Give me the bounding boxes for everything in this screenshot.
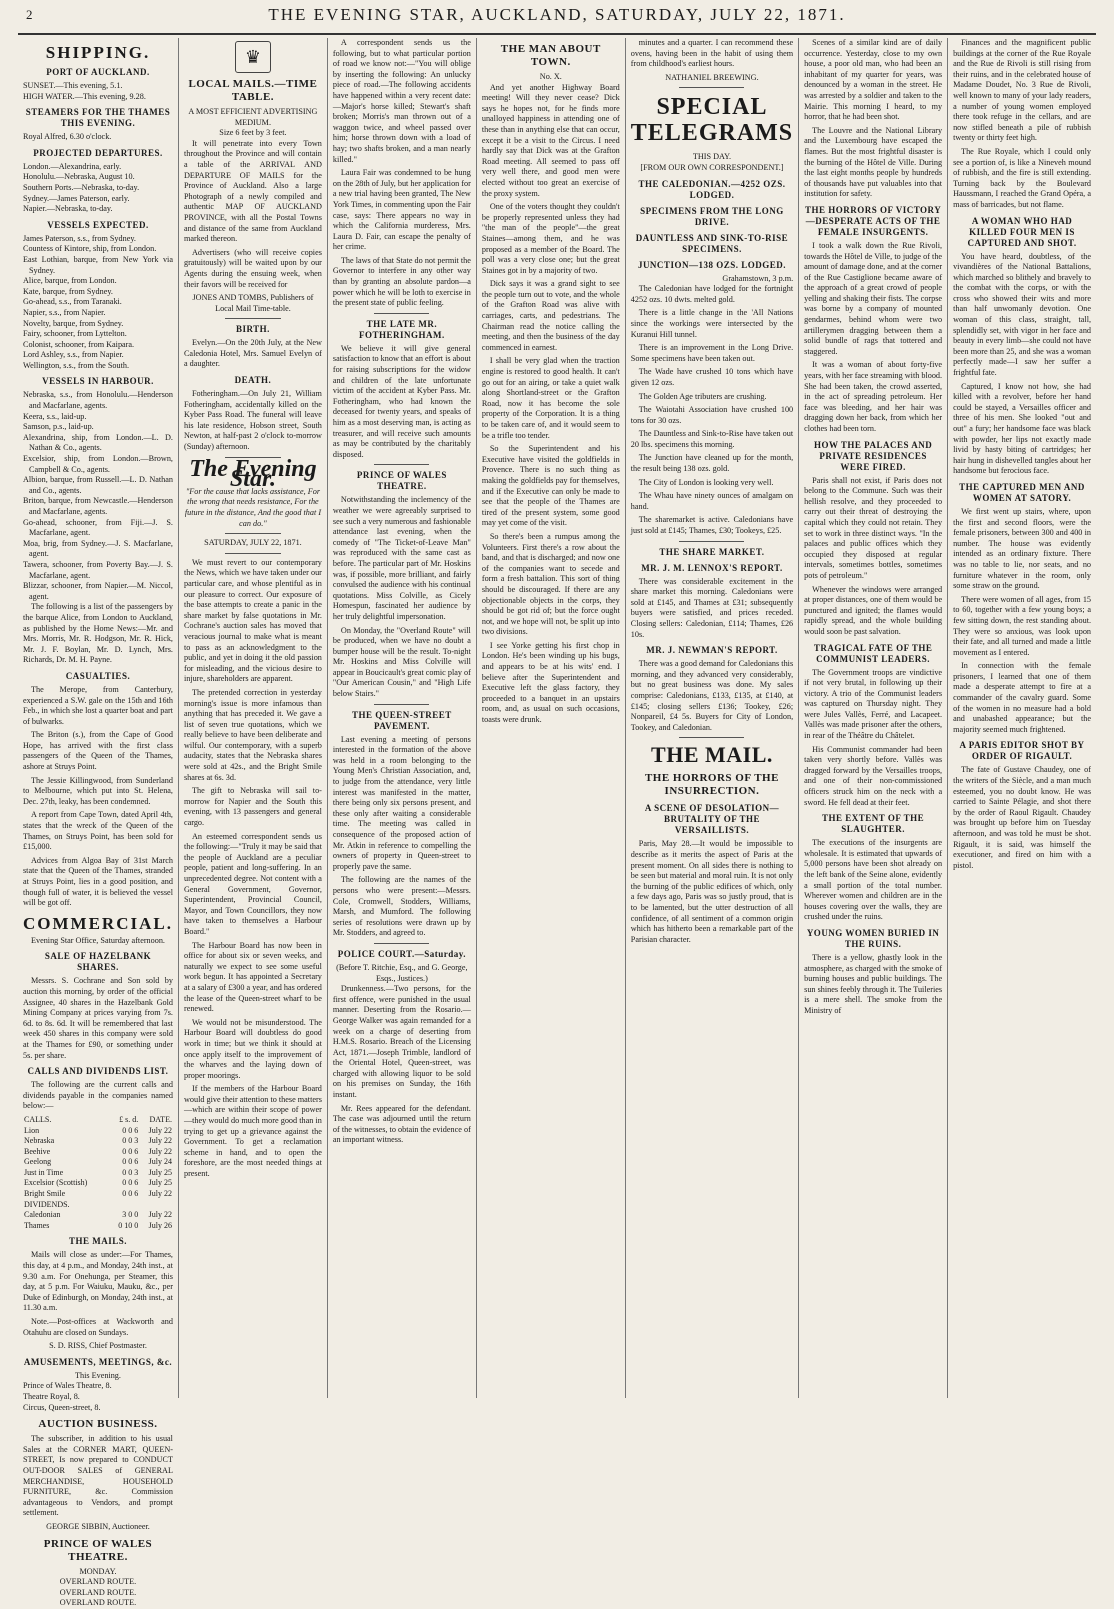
article-paragraph: The fate of Gustave Chaudey, one of the writers of the Siècle, and a man much esteemed, you no doubt know. He was carried to Sainte Pélagie, and shot there by the order of Raoul Rigault. Chaudey was brought up before him on Tuesday afternoon, and was told he must be shot. Rigault, it is said, was himself the executioner, and fired on him with a pistol. bbox=[953, 765, 1092, 870]
article-paragraph: On Monday, the "Overland Route" will be produced, when we have no doubt a bumper house will be the result. To-night Mr. Hoskins and Miss Colville will appear in Boucicault's great comic play of "Our American Cousin," and "High Life below Stairs." bbox=[332, 625, 471, 699]
projected-list bbox=[23, 162, 173, 215]
telegram-paragraph: There is a little change in the 'All Nations since the workings were intersected by the Kuranui Hill tunnel. bbox=[630, 308, 794, 339]
table-cell: July 22 bbox=[148, 1146, 172, 1156]
newspaper-nameplate: The Evening Star. bbox=[189, 455, 317, 493]
projected-heading: PROJECTED DEPARTURES. bbox=[33, 147, 163, 158]
article-paragraph: In connection with the female prisoners, I learned that one of them made a desperate attempt to fire at a commander of the cavalry guard. Some of the women in no measure had a bold and unabashed appearance; but the majority seemed much frightened. bbox=[953, 661, 1092, 734]
expected-list bbox=[23, 234, 173, 372]
article-paragraph: Paris shall not exist, if Paris does not belong to the Commune. Such was their hellish resolve, and they proceeded to carry out their threat of destroying the capital which they could not retain. They set to work in three distinct ways. "In the palaces and public offices which they occupied they disposed at regular intervals, sometimes bottles, sometimes pots of petroleum." bbox=[804, 475, 943, 580]
editorial-paragraph: An esteemed correspondent sends us the following:—"Truly it may be said that the people of Auckland are a peculiar people, patient and long-suffering. In an unprecedented degree. Not content with a General Government, Governor, Superintendent, Provincial Council, Mayor, and Town Councillors, they now have taken to themselves a Harbour Board." bbox=[183, 831, 322, 936]
list-item: Prince of Wales Theatre, 8. bbox=[23, 1381, 112, 1391]
shipping-heading: SHIPPING. bbox=[45, 43, 151, 62]
article-paragraph: The laws of that State do not permit the Governor to interfere in any other way than by granting an absolute pardon—a power which he will be loth to exercise in the present state of public feeling. bbox=[332, 255, 471, 308]
table-row bbox=[23, 1168, 173, 1179]
captured-heading: THE CAPTURED MEN AND WOMEN AT SATORY. bbox=[959, 481, 1085, 503]
dateline: Grahamstown, 3 p.m. bbox=[722, 273, 794, 283]
article-paragraph: The following are the names of the persons who were present:—Messrs. Cole, Cromwell, Stodders, Williams, Marsh, and Mumford. The following series of resolutions were drawn up by Mr. Stodders, and agreed to. bbox=[332, 875, 471, 938]
table-cell: 0 0 6 bbox=[122, 1125, 139, 1135]
late-mr-heading: THE LATE MR. FOTHERINGHAM. bbox=[358, 318, 445, 340]
dividends-heading: DIVIDENDS. bbox=[24, 1199, 70, 1209]
telegram-paragraph: There is an improvement in the Long Drive. Some specimens have been taken out. bbox=[630, 343, 794, 363]
article-paragraph: We first went up stairs, where, upon the first and second floors, were the female prisoners, between 300 and 400 in number. The house was evidently intended as an ordinary fixture. There was no table to lie, nor seats, and no furniture whatever in the room, only some straw on the ground. bbox=[953, 506, 1092, 591]
list-item: Napier.—Nebraska, to-day. bbox=[23, 204, 113, 214]
table-cell: July 25 bbox=[148, 1167, 172, 1177]
table-cell: Caledonian bbox=[24, 1210, 61, 1220]
column-2 bbox=[179, 38, 328, 1398]
table-header-row bbox=[23, 1200, 173, 1211]
list-item: Briton, barque, from Newcastle.—Henderson and Macfarlane, agents. bbox=[23, 496, 173, 516]
man-about-town-heading: THE MAN ABOUT TOWN. bbox=[500, 43, 601, 68]
death-heading: DEATH. bbox=[234, 375, 272, 386]
horrors-heading: THE HORRORS OF THE INSURRECTION. bbox=[644, 772, 779, 798]
table-header-row bbox=[23, 1115, 173, 1126]
auction-signature: GEORGE SIBBIN, Auctioneer. bbox=[46, 1521, 150, 1531]
list-item: Theatre Royal, 8. bbox=[23, 1391, 80, 1401]
table-cell: 0 0 6 bbox=[122, 1189, 139, 1199]
sunset-line: SUNSET.—This evening, 5.1. bbox=[23, 81, 123, 90]
casualty-paragraph: Advices from Algoa Bay of 31st March state that the Queen of the Thames, stranded at Struys Point, lies in a good position, and though full of water, it is believed the vessel will be got off. bbox=[23, 855, 173, 908]
birth-heading: BIRTH. bbox=[235, 324, 270, 335]
list-item: Moa, brig, from Sydney.—J. S. Macfarlane, agent. bbox=[23, 538, 173, 559]
editorial-paragraph: We would not be misunderstood. The Harbour Board will doubtless do good work in time; but we think it should at once apply itself to the improvement of the wharves and the laying down of proper moorings. bbox=[183, 1017, 322, 1080]
article-paragraph: The executions of the insurgents are wholesale. It is estimated that upwards of 5,000 persons have been shot already on the left bank of the Seine alone, evidently a small portion of the total number. Wherever women and children are in the houses covering over the walls, they are crushed under the ruins. bbox=[804, 838, 943, 922]
list-item: Nebraska, s.s., from Honolulu.—Henderson and Macfarlane, agents. bbox=[23, 390, 173, 411]
article-paragraph: The Rue Royale, which I could only see a portion of, is like a Nineveh mound of rubbish, and the fire is still extending. Turning back by the Boulevard Haussmann, I reached the Grand Opéra, a mass of barricades, but not flame. bbox=[953, 146, 1092, 209]
telegram-paragraph: The Whau have ninety ounces of amalgam on hand. bbox=[630, 491, 794, 511]
table-cell: July 22 bbox=[148, 1125, 172, 1135]
table-row bbox=[23, 1189, 173, 1200]
telegram-headline: JUNCTION—138 OZS. LODGED. bbox=[637, 259, 786, 270]
list-item: Tawera, schooner, from Poverty Bay.—J. S. Macfarlane, agent. bbox=[23, 559, 173, 580]
list-item: Sydney.—James Paterson, early. bbox=[23, 193, 130, 203]
telegram-headline: DAUNTLESS AND SINK-TO-RISE SPECIMENS. bbox=[635, 232, 789, 254]
list-item: Fairy, schooner, from Lyttelton. bbox=[23, 329, 127, 339]
local-mails-text: It will penetrate into every Town throughout the Province and will contain a table of the ARRIVAL AND DEPARTURE OF MAILS for the Province of Auckland. Also a large Photograph of a newly compiled and authentic MAP OF AUCKLAND PROVINCE, with all the Postal Towns and distance of the same from Auckland marked thereon. bbox=[183, 138, 322, 244]
table-cell: 0 0 6 bbox=[122, 1146, 139, 1156]
telegram-paragraph: The Dauntless and Sink-to-Rise have taken out 20 lbs. specimens this morning. bbox=[630, 429, 794, 449]
list-item: Blizzar, schooner, from Napier.—M. Niccol, agent. bbox=[23, 581, 173, 601]
article-paragraph: Drunkenness.—Two persons, for the first offence, were punished in the usual manner. Deserting from the Rosario.—George Walker was again remanded for a week on a charge of deserting from H.M.S. Rosario. Breach of the Licensing Act, 1871.—Joseph Trimble, landlord of the Oriental Hotel, Queen-street, was charged with allowing liquor to be sold on his premises on Sunday, the 16th instant. bbox=[332, 984, 471, 1100]
list-item: Countess of Kintore, ship, from London. bbox=[23, 244, 157, 254]
list-item: Alice, barque, from London. bbox=[23, 276, 117, 286]
high-water-line: HIGH WATER.—This evening, 9.28. bbox=[23, 91, 146, 101]
local-mails-signature: JONES AND TOMBS, Publishers of Local Mail Time-table. bbox=[192, 293, 314, 313]
letter-signature: NATHANIEL BREEWING. bbox=[665, 72, 759, 82]
royal-crest-icon: ♛ bbox=[235, 41, 271, 73]
article-paragraph: Notwithstanding the inclemency of the weather we were agreeably surprised to see such a very numerous and fashionable attendance last evening, when the comedy of "The Ticket-of-Leave Man" was reproduced with the same cast as before. The particular part of Mr. Hoskins was, if possible, more brilliant, and fairly convulsed the audience with his continual quotations. Miss Colville, as Cicely Homespun, fascinated her audience by her truly delightful impersonation. bbox=[332, 495, 471, 621]
theatre-ad-heading: PRINCE OF WALES THEATRE. bbox=[43, 1537, 153, 1563]
mails-heading: THE MAILS. bbox=[68, 1236, 127, 1247]
article-paragraph: His Communist commander had been taken very shortly before. Vallès was dragged forward by the Versailles troops, and one of their non-commissioned officers struck him on the neck with a sword. He fell dead at their feet. bbox=[804, 744, 943, 807]
table-header-cell: £ s. d. bbox=[119, 1114, 139, 1124]
article-paragraph: One of the voters thought they couldn't be properly represented unless they had "the man of the people"—the great Staines—among them, and he was proposed as a member of the Board. The poll was a very close one; but the great Staines got in by a majority of two. bbox=[481, 202, 620, 275]
telegram-paragraph: The Junction have cleaned up for the month, the result being 138 ozs. gold. bbox=[630, 453, 794, 474]
list-item: Lord Ashley, s.s., from Napier. bbox=[23, 350, 124, 360]
article-paragraph: Finances and the magnificent public buildings at the corner of the Rue Royale and the Rue de Rivoli is still rising from their ruins, and in the celebrated house of Madame Doudet, No. 3 Rue de Rivoli, well known to many of your lady readers, a number of young women employed there took refuge in the cellars, and are now stifled beneath a pile of rubbish twenty or thirty feet high. bbox=[953, 38, 1092, 143]
birth-text: Evelyn.—On the 20th July, at the New Caledonia Hotel, Mrs. Samuel Evelyn of a daughter. bbox=[183, 338, 322, 369]
list-item: East Lothian, barque, from New York via Sydney. bbox=[23, 254, 173, 275]
list-item: London.—Alexandrina, early. bbox=[23, 161, 122, 171]
table-row bbox=[23, 1147, 173, 1158]
mails-text: Mails will close as under:—For Thames, this day, at 4 p.m., and Monday, 24th inst., at 9.30 a.m. For Onehunga, per Steamer, this day, at 5 p.m. For Waiuku, Mauku, &c., per Duke of Edinburgh, on Monday, 24th inst., at 11.30 a.m. bbox=[23, 1250, 173, 1313]
list-item: Albion, barque, from Russell.—L. D. Nathan and Co., agents. bbox=[23, 475, 173, 495]
page-number: 2 bbox=[26, 7, 33, 22]
mails-note: Note.—Post-offices at Wackworth and Otahuhu are closed on Sundays. bbox=[23, 1317, 173, 1337]
table-cell: July 26 bbox=[148, 1220, 172, 1230]
telegram-paragraph: The Waiotahi Association have crushed 100 tons for 30 ozs. bbox=[630, 405, 794, 425]
mails-signature: S. D. RISS, Chief Postmaster. bbox=[49, 1341, 147, 1351]
theatre-ad-line: OVERLAND ROUTE. bbox=[59, 1598, 137, 1608]
amusements-subheading: This Evening. bbox=[75, 1370, 121, 1380]
article-paragraph: Last evening a meeting of persons interested in the formation of the above was held in a room belonging to the Young Men's Christian Association, and, to judge from the attendance, very little interest was manifested in the matter, there being only six persons present, and these only after waiting a considerable time. The meeting was called in consequence of the proposed action of Mr. Atkin in reference to compelling the owners of property in Queen-street to properly pave the same. bbox=[332, 734, 471, 871]
theatre-ad-line: OVERLAND ROUTE. bbox=[59, 1577, 137, 1587]
article-paragraph: The Government troops are vindictive if not very brutal, in following up their victory. A trio of the Communist leaders was captured on Thursday night. They were Jules Vallès, Ferré, and Lacapeet. Vallès was made prisoner after the others, in rear of the Théâtre du Châtelet. bbox=[804, 667, 943, 741]
list-item: Southern Ports.—Nebraska, to-day. bbox=[23, 182, 140, 192]
article-paragraph: So the Superintendent and his Executive have visited the goldfields in Provence. There is no such thing as making the goldfields pay for themselves, and if the Executive can only be made to see that the people of the Thames are tired of the present system, some good may yet come of the visit. bbox=[481, 444, 620, 528]
calls-heading: CALLS AND DIVIDENDS LIST. bbox=[27, 1066, 169, 1077]
table-cell: Lion bbox=[24, 1125, 40, 1135]
report-heading: MR. J. M. LENNOX'S REPORT. bbox=[641, 562, 783, 573]
hazelbank-text: Messrs. S. Cochrane and Son sold by auction this morning, by order of the official Assignee, 40 shares in the Hazelbank Gold Mining Company at prices varying from 7s. 6d. to 8s. 6d. It will be remembered that last week 450 shares in this company were sold at the Thames for £90, or something under 5s. per share. bbox=[23, 976, 173, 1060]
motto: "For the cause that lacks assistance, For the wrong that needs resistance, For the future in the distance, And the good that I can do." bbox=[184, 486, 322, 528]
table-cell: 0 0 3 bbox=[122, 1136, 139, 1146]
list-item: James Paterson, s.s., from Sydney. bbox=[23, 233, 136, 243]
divider bbox=[225, 533, 280, 534]
list-item: Go-ahead, schooner, from Fiji.—J. S. Macfarlane, agent. bbox=[23, 517, 173, 538]
correspondent-line: [FROM OUR OWN CORRESPONDENT.] bbox=[640, 162, 784, 172]
palaces-heading: HOW THE PALACES AND PRIVATE RESIDENCES WERE FIRED. bbox=[813, 439, 933, 472]
report-paragraph: There was a good demand for Caledonians this morning, and they advanced very considerably, but no great business was done. My sales comprise: Caledonians, £133, £135, at £140, at £145; closing sellers £136; Tookey, £26; Nonpareil, £4 5s. Buyers for City of London, Tookey, and Caledonian. bbox=[630, 659, 794, 732]
editorial-paragraph: We must revert to our contemporary the News, which we have taken under our particular care, and whose plentiful as in our pleasure to correct. Our exposure of the base attempts to create a panic in the share market by false quotations in Mr. Cochrane's auction sales has moved that veracious journal to make what is meant to pass as an acknowledgment to the public, and yet in doing it the old passion for misleading, and the vicious desire to injure, shareholders are apparent. bbox=[183, 557, 322, 684]
article-paragraph: You have heard, doubtless, of the vivandières of the National Battalions, which marched so blithely and bravely to the combat with the corps, or with the cross who showed their wits and more than half unwomanly devotion. One woman of this class, straight, tall, splendidly set, with vigor in her face and beauty in every limb—she could not have been more than 25, and she was a woman perfectly made—I saw her suffer a frightful fate. bbox=[953, 251, 1092, 378]
table-cell: Excelsior (Scottish) bbox=[24, 1178, 88, 1188]
editorial-paragraph: If the members of the Harbour Board would give their attention to these matters—which are within their scope of power—they would do much more good than in trying to get up a grievance against the Government. To get a reclamation scheme in hand, and to open the foreshore, are the most needed things at present. bbox=[183, 1084, 322, 1179]
editor-shot-heading: A PARIS EDITOR SHOT BY ORDER OF RIGAULT. bbox=[959, 740, 1085, 762]
table-header-cell: DATE. bbox=[149, 1114, 172, 1124]
telegram-paragraph: The sharemarket is active. Caledonians have just sold at £145; Thames, £30; Tookeys, £25. bbox=[630, 515, 794, 536]
special-telegrams-heading: SPECIAL TELEGRAMS bbox=[630, 94, 794, 147]
table-row bbox=[23, 1221, 173, 1232]
article-paragraph: Whenever the windows were arranged at proper distances, one of them would be punctured and ignited; the flames would rapidly spread, and the whole building would soon be past salvation. bbox=[804, 584, 943, 636]
column-6 bbox=[799, 38, 948, 1398]
list-item: Honolulu.—Nebraska, August 10. bbox=[23, 172, 135, 182]
hazelbank-heading: SALE OF HAZELBANK SHARES. bbox=[44, 951, 152, 973]
telegram-paragraph: The City of London is looking very well. bbox=[638, 477, 774, 487]
list-item: Circus, Queen-street, 8. bbox=[23, 1402, 101, 1412]
list-item: Alexandrina, ship, from London.—L. D. Nathan & Co., agents. bbox=[23, 432, 173, 453]
column-7 bbox=[948, 38, 1096, 1398]
port-heading: PORT OF AUCKLAND. bbox=[46, 67, 150, 77]
expected-heading: VESSELS EXPECTED. bbox=[47, 219, 149, 230]
article-paragraph: The Louvre and the National Library and the Luxembourg have escaped the flames. But the most frightful disaster is the burning of the Hôtel de Ville. During the last eight months people by hundreds of thousands have put valuables into that institution for safety. bbox=[804, 125, 943, 199]
list-item: Kate, barque, from Sydney. bbox=[23, 286, 113, 296]
divider bbox=[225, 318, 280, 319]
divider bbox=[374, 704, 429, 705]
mail-heading: THE MAIL. bbox=[651, 742, 773, 768]
casualty-paragraph: The Briton (s.), from the Cape of Good Hope, has arrived with the first class passengers of the Queen of the Thames, ashore at Struys Point. bbox=[23, 730, 173, 772]
share-market-heading: THE SHARE MARKET. bbox=[659, 546, 765, 557]
article-paragraph: I took a walk down the Rue Rivoli, towards the Hôtel de Ville, to judge of the amount of damage done, and at the corner of the Rue Castiglione became aware of the approach of a great crowd of people yelling and shaking their fists. The corpse was borne by a company of mounted gendarmes, behind whom were two artillerymen dragging between them a solid bundle of rags that tottered and staggered. bbox=[804, 240, 943, 356]
table-cell: Thames bbox=[24, 1220, 50, 1230]
local-mails-subheading: A MOST EFFICIENT ADVERTISING MEDIUM. bbox=[188, 107, 318, 127]
article-paragraph: minutes and a quarter. I can recommend these ovens, having been in the habit of using them from childhood's earliest hours. bbox=[630, 38, 794, 69]
local-mails-size: Size 6 feet by 3 feet. bbox=[219, 128, 287, 138]
steamers-text: Royal Alfred, 6.30 o'clock. bbox=[23, 132, 112, 142]
editorial-paragraph: The pretended correction in yesterday morning's issue is more infamous than anything that has preceded it. We gave a list of seven true quotations, which we really believe to have been deliberate and wilful. Our contemporary, with a superb audacity, states that the Nebraska shares were sold at 42s., and the Bright Smile shares at 6s. 3d. bbox=[183, 687, 322, 782]
calls-table bbox=[23, 1115, 173, 1232]
editorial-paragraph: The Harbour Board has now been in office for about six or seven weeks, and naturally we expect to see some useful work begun. It has appointed a Secretary at a salary of £300 a year, and has ordered the lease of the Queen-street wharf to be renewed. bbox=[183, 940, 322, 1014]
death-text: Fotheringham.—On July 21, William Fotheringham, accidentally killed on the Kyber Pass Road. The funeral will leave his late residence, Hobson street, South Newton, at half-past 2 o'clock to-morrow (Sunday) afternoon. bbox=[183, 389, 322, 452]
calls-text: The following are the current calls and dividends payable in the companies named below:— bbox=[23, 1080, 173, 1111]
commercial-heading: COMMERCIAL. bbox=[23, 913, 173, 933]
list-item: Samson, p.s., laid-up. bbox=[23, 422, 94, 432]
divider bbox=[374, 943, 429, 944]
divider bbox=[679, 87, 744, 88]
editorial-paragraph: The gift to Nebraska will sail to-morrow for Napier and the South this evening, with 13 passengers and general cargo. bbox=[183, 786, 322, 828]
correspondent-text: A correspondent sends us the following, but to what particular portion of road we know not:—"You will oblige by inserting the following: An unlucky piece of road.—The following accidents have happened within a very recent date:—Major's horse killed; Stewart's shaft broken; Morris's man thrown out of a waggon twice, and wheel passed over him; horse thrown down with a load of hay; two shafts broken, and a man nearly killed." bbox=[332, 38, 471, 164]
list-item: Colonist, schooner, from Kaipara. bbox=[23, 339, 135, 349]
table-cell: 0 0 3 bbox=[122, 1167, 139, 1177]
table-cell: 0 10 0 bbox=[118, 1220, 139, 1230]
scene-heading: A SCENE OF DESOLATION—BRUTALITY OF THE VERSAILLISTS. bbox=[644, 803, 780, 836]
police-court-heading: POLICE COURT.—Saturday. bbox=[337, 948, 467, 959]
table-cell: 3 0 0 bbox=[122, 1210, 139, 1220]
auction-text: The subscriber, in addition to his usual Sales at the CORNER MART, QUEEN-STREET, Is now prepared to CONDUCT OUT-DOOR SALES of GENERAL MERCHANDISE, HOUSEHOLD FURNITURE, &c. Commission advantageous to Vendors, and prompt settlement. bbox=[23, 1434, 173, 1518]
pavement-heading: THE QUEEN-STREET PAVEMENT. bbox=[351, 709, 452, 731]
casualty-paragraph: The Merope, from Canterbury, experienced a S.W. gale on the 15th and 16th Feb., in which she lost a quarter boat and part of bulwarks. bbox=[23, 684, 173, 726]
article-paragraph: There were women of all ages, from 15 to 60, together with a few young boys; a few sitting down, the rest standing about. They were so anxious, was look upon their fate, and all turned and made a little movement as I entered. bbox=[953, 594, 1092, 657]
table-row bbox=[23, 1210, 173, 1221]
column-5 bbox=[626, 38, 799, 1398]
list-item: Wellington, s.s., from the South. bbox=[23, 360, 130, 370]
theatre-ad-line: MONDAY. bbox=[79, 1566, 117, 1576]
theatre-ad-line: OVERLAND ROUTE. bbox=[59, 1587, 137, 1597]
woman-captured-heading: A WOMAN WHO HAD KILLED FOUR MEN IS CAPTURED AND SHOT. bbox=[967, 215, 1077, 248]
slaughter-heading: THE EXTENT OF THE SLAUGHTER. bbox=[822, 813, 925, 835]
police-court-subheading: (Before T. Ritchie, Esq., and G. George, Esqs., Justices.) bbox=[336, 962, 468, 983]
table-cell: Beehive bbox=[24, 1146, 51, 1156]
article-paragraph: Scenes of a similar kind are of daily occurrence. Yesterday, close to my own house, a poor old man, who had been an inhabitant of my quarter for years, was denounced by a woman in the street. He was arrested by a soldier and taken to the Mairie. This morning I heard, to my horror, that he had been shot. bbox=[804, 38, 943, 122]
young-women-heading: YOUNG WOMEN BURIED IN THE RUINS. bbox=[806, 927, 940, 949]
passengers-text: The following is a list of the passengers by the barque Alice, from London to Auckland, as published by the Home News:—Mr. and Mrs. Morris, Mr. R. Hodgson, Mr. R. Hick, Mr. J. F. Boylan, Mr. D. Lynch, Mrs. Richards, Dr. M. H. Payne. bbox=[23, 602, 173, 665]
theatre-review-heading: PRINCE OF WALES THEATRE. bbox=[356, 470, 447, 492]
table-cell: July 24 bbox=[148, 1157, 172, 1167]
divider bbox=[374, 313, 429, 314]
table-cell: Just in Time bbox=[24, 1167, 64, 1177]
telegram-paragraph: The Wade have crushed 10 tons which have given 12 ozs. bbox=[630, 367, 794, 387]
divider bbox=[679, 541, 744, 542]
auction-heading: AUCTION BUSINESS. bbox=[38, 1418, 158, 1431]
article-paragraph: I see Yorke getting his first chop in London. He's been winding up his bugs, and appears to be at his wits' end. I believe after the Superintendent and Executive left the glass factory, they proceeded to a banquet in an upstairs room, and, as usual on such occasions, toasts were drunk. bbox=[481, 640, 620, 725]
masthead bbox=[0, 0, 1114, 30]
harbour-list bbox=[23, 390, 173, 602]
list-item: Excelsior, ship, from London.—Brown, Campbell & Co., agents. bbox=[23, 454, 173, 474]
table-cell: July 25 bbox=[148, 1178, 172, 1188]
harbour-heading: VESSELS IN HARBOUR. bbox=[42, 376, 154, 387]
table-cell: July 22 bbox=[148, 1136, 172, 1146]
table-cell: July 22 bbox=[148, 1210, 172, 1220]
victory-heading: THE HORRORS OF VICTORY—DESPERATE ACTS OF THE FEMALE INSURGENTS. bbox=[804, 204, 942, 237]
table-header-cell: CALLS. bbox=[24, 1114, 52, 1124]
table-cell: Nebraska bbox=[24, 1136, 55, 1146]
list-item: Keera, s.s., laid-up. bbox=[23, 411, 87, 421]
table-row bbox=[23, 1178, 173, 1189]
column-1 bbox=[18, 38, 179, 1608]
commercial-subheading: Evening Star Office, Saturday afternoon. bbox=[30, 935, 165, 945]
article-paragraph: Laura Fair was condemned to be hung on the 28th of July, but her application for a new trial having been granted, The New York Times, in commenting upon the Fair case, says: There appears no way in which the California murderess, Mrs. Laura D. Fair, can escape the penalty of her crime. bbox=[332, 168, 471, 252]
table-cell: 0 0 6 bbox=[122, 1157, 139, 1167]
amusements-heading: AMUSEMENTS, MEETINGS, &c. bbox=[23, 1356, 173, 1367]
table-cell: July 22 bbox=[148, 1189, 172, 1199]
divider bbox=[679, 737, 744, 738]
steamers-heading: STEAMERS FOR THE THAMES THIS EVENING. bbox=[25, 107, 171, 129]
table-cell: Bright Smile bbox=[24, 1189, 66, 1199]
table-cell: 0 0 6 bbox=[122, 1178, 139, 1188]
local-mails-advertisers: Advertisers (who will receive copies gratuitously) will be waited upon by our Agents during the ensuing week, when their favors will be received for bbox=[183, 247, 322, 289]
telegram-paragraph: The Caledonian have lodged for the fortnight 4252 ozs. 10 dwts. melted gold. bbox=[630, 284, 794, 304]
article-paragraph: It was a woman of about forty-five years, with her face streaming with blood. She had been taken, the crowd asserted, in the act of spreading petroleum. Her face was bleeding, and her hair was dragging down her back, from which her clothes had been torn. bbox=[804, 360, 943, 433]
divider bbox=[374, 464, 429, 465]
tragical-heading: TRAGICAL FATE OF THE COMMUNIST LEADERS. bbox=[813, 642, 933, 664]
masthead-title: THE EVENING STAR, AUCKLAND, SATURDAY, JULY 22, 1871. bbox=[268, 5, 846, 24]
article-paragraph: Mr. Rees appeared for the defendant. The case was adjourned until the return of the witnesses, to obtain the evidence of an important witness. bbox=[332, 1103, 471, 1145]
man-about-town-number: No. X. bbox=[539, 72, 562, 81]
article-paragraph: Paris, May 28.—It would be impossible to describe as it merits the aspect of Paris at the present moment. On all sides there is nothing to be seen but material and moral ruin. It is not only the burning of the public edifices of which, only a few days ago, Paris was so justly proud, that is to be lamented, but the utter destruction of all confidence, of all sentiment of a common origin which has hitherto been a remarkable part of the Parisian character. bbox=[630, 839, 794, 944]
article-paragraph: Dick says it was a grand sight to see the people turn out to vote, and the whole of the Grafton Road was alive with carriages, carts, and pedestrians. The Chairman read the notice calling the meeting, and then the business of the day commenced in earnest. bbox=[481, 279, 620, 352]
table-cell: Geelong bbox=[24, 1157, 52, 1167]
list-item: Napier, s.s., from Napier. bbox=[23, 307, 106, 317]
editorial-date: SATURDAY, JULY 22, 1871. bbox=[204, 538, 302, 548]
article-paragraph: Captured, I know not how, she had killed with a revolver, before her hand could be stayed, a Versailles officer and three of his men. She looked "out and out" a fury; her handsome face was black with powder, her lips not exactly made livid by hasty biting of cartridges; her hair hung in dishevelled tangles about her handsome but ferocious face. bbox=[953, 381, 1092, 476]
special-telegrams-subheading: THIS DAY. bbox=[692, 152, 732, 162]
masthead-rule bbox=[18, 33, 1096, 35]
article-paragraph: There is a yellow, ghastly look in the atmosphere, as charged with the smoke of burning houses and public buildings. The sun shines feebly through it. The Tuileries is a mere shell. The smoke from the Ministry of bbox=[804, 952, 943, 1015]
article-paragraph: So there's been a rumpus among the Volunteers. First there's a row about the band, and that is discharged; and now one of the companies want to secede and form a fresh battalion. This sort of thing should be discouraged. If there are any objectionable objects in the corps, they should be got rid of; but the force ought not, and we hope will not, be split up into two divisions. bbox=[481, 531, 620, 637]
local-mails-heading: LOCAL MAILS.—TIME TABLE. bbox=[188, 78, 318, 103]
report-paragraph: There was considerable excitement in the share market this morning. Caledonians were sold at £145, and Thames at £31; subsequently buyers were satisfied, and prices receded. Closing sellers: Caledonian, £114; Thames, £26 10s. bbox=[630, 576, 794, 639]
column-3 bbox=[328, 38, 477, 1398]
table-row bbox=[23, 1136, 173, 1147]
casualty-paragraph: A report from Cape Town, dated April 4th, states that the wreck of the Queen of the Thames, on Struys Point, has been sold for £15,000. bbox=[23, 810, 173, 852]
telegram-headline: SPECIMENS FROM THE LONG DRIVE. bbox=[640, 205, 784, 227]
list-item: Novelty, barque, from Sydney. bbox=[23, 318, 124, 328]
article-paragraph: And yet another Highway Board meeting! Will they never cease? Dick says he hopes not, for he finds more unalloyed happiness in attending one of these than in anything else that can occur, except it be a visit to the Circus. I need hardly say that Dick was at the Grafton Road meeting. All seemed to pass off very well there, and good men were elected without too great an exercise of the proxy system. bbox=[481, 82, 620, 198]
column-4 bbox=[477, 38, 626, 1398]
divider bbox=[225, 553, 280, 554]
table-row bbox=[23, 1126, 173, 1137]
report-heading: MR. J. NEWMAN'S REPORT. bbox=[646, 645, 778, 656]
article-paragraph: I shall be very glad when the traction engine is restored to good health. It can't go out for an airing, or take a quiet walk along Shortland-street or the Grafton Road, now it has become the sole property of the Corporation. It is a thing to be taken care of, and it would seem to be a trifle too tender. bbox=[481, 356, 620, 440]
telegram-headline: THE CALEDONIAN.—4252 OZS. LODGED. bbox=[638, 178, 786, 200]
table-row bbox=[23, 1157, 173, 1168]
casualties-heading: CASUALTIES. bbox=[65, 670, 131, 681]
casualty-paragraph: The Jessie Killingwood, from Sunderland to Melbourne, which put into St. Helena, Dec. 27th, leaky, has been condemned. bbox=[23, 775, 173, 806]
telegram-paragraph: The Golden Age tributers are crushing. bbox=[638, 391, 767, 401]
article-paragraph: We believe it will give general satisfaction to know that an effort is about for raising subscriptions for the widow and children of the late unfortunate victim of the accident at Kyber Pass. Mr. Fotheringham, who had known the deceased for twenty years, and speaks of him as a most deserving man, is acting as treasurer, and will receive such amounts as may be contributed by the charitably disposed. bbox=[332, 343, 471, 459]
list-item: Go-ahead, s.s., from Taranaki. bbox=[23, 297, 122, 307]
columns bbox=[18, 38, 1096, 1608]
